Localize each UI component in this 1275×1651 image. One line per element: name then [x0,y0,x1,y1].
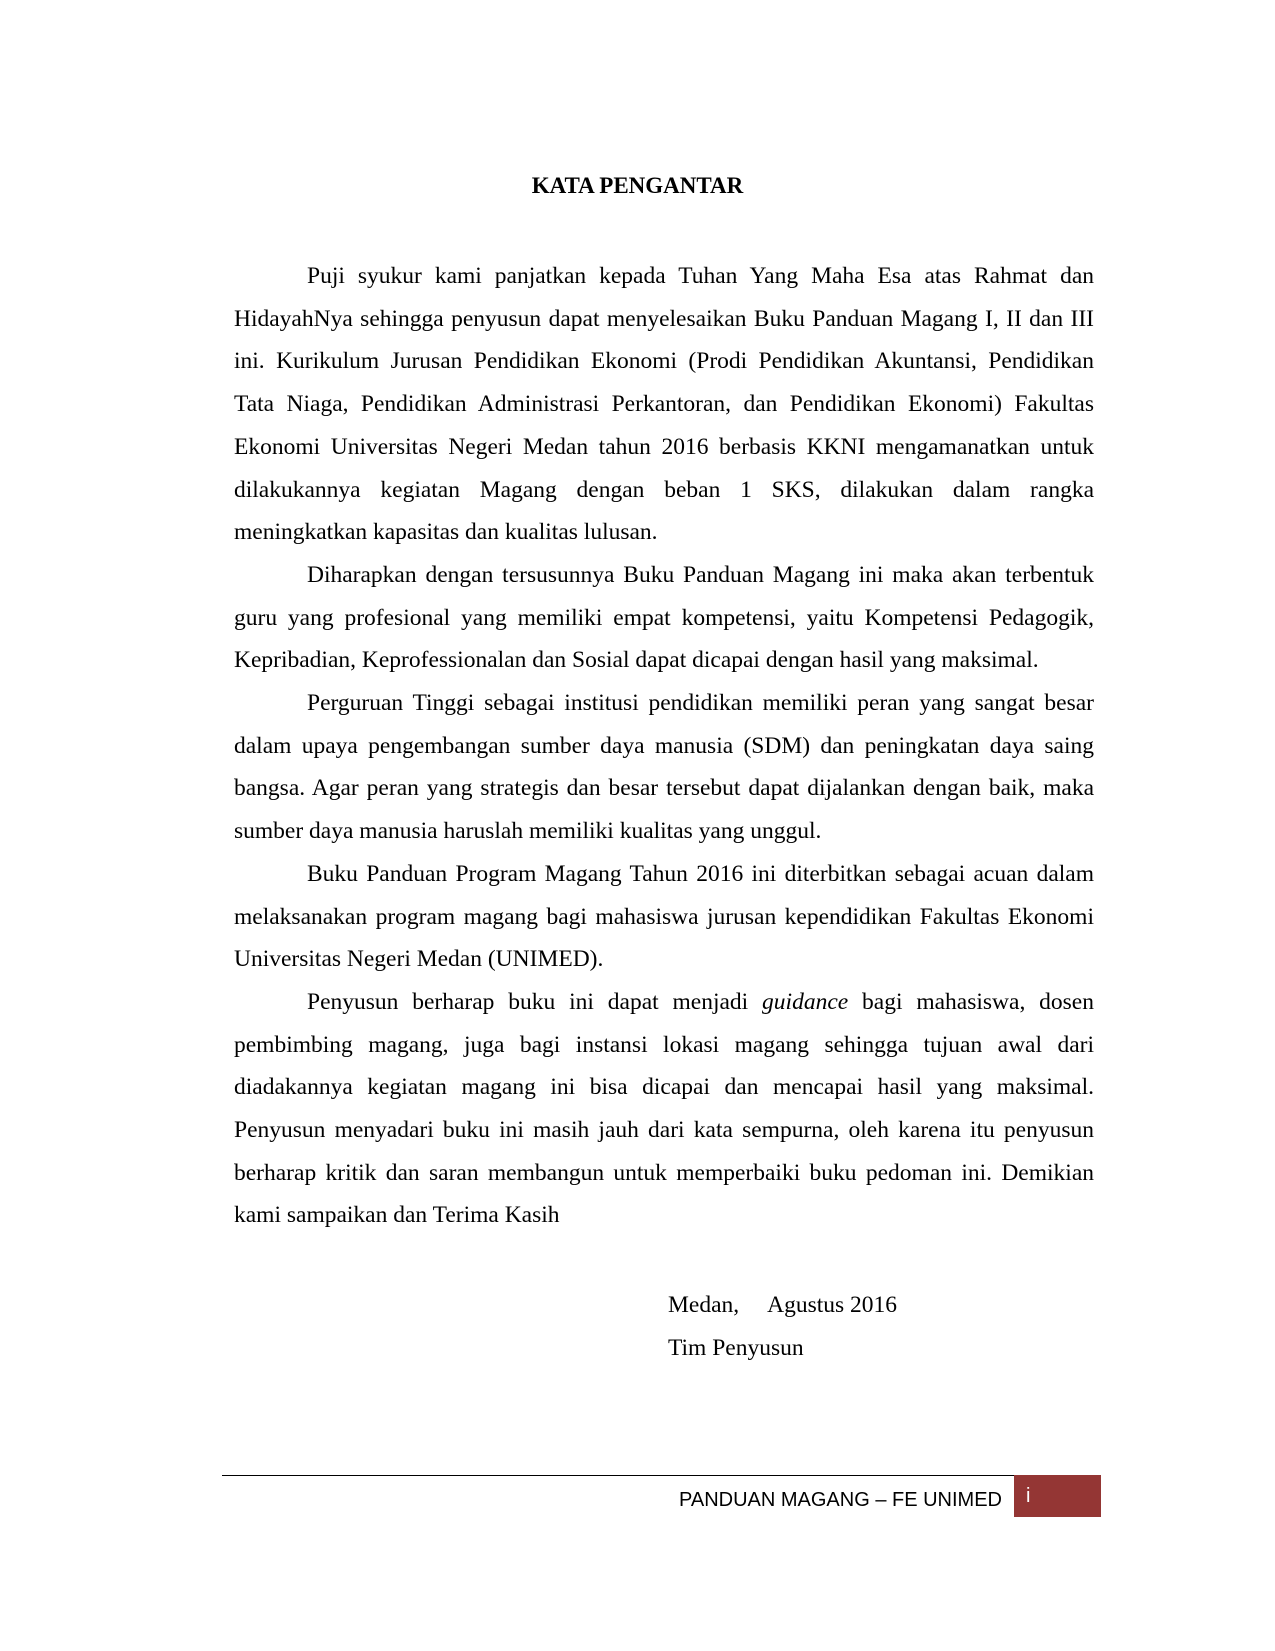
guidance-emphasis: guidance [762,988,849,1015]
signature-city: Medan, [668,1292,740,1318]
footer-rule [222,1475,1014,1476]
closing-text-before: Penyusun berharap buku ini dapat menjadi [307,988,763,1015]
footer-label: PANDUAN MAGANG – FE UNIMED [679,1489,1002,1511]
page-number-badge [1014,1475,1101,1517]
signature-signer: Tim Penyusun [668,1334,804,1361]
signature-date: Agustus 2016 [767,1292,898,1318]
closing-text-after: bagi mahasiswa, dosen pembimbing magang, juga bagi instansi lokasi magang sehingga tujuan awal dari diadakannya kegiatan magang ini bisa dicapai dan mencapai hasil yang maksimal. Penyusun menyadari buku ini masih jauh dari kata sempurna, oleh karena itu penyusun berharap kritik dan saran membangun untuk memperbaiki buku pedoman ini. Demikian kami sampaikan dan Terima Kasih [234,988,1094,1229]
paragraph-competencies: Diharapkan dengan tersusunnya Buku Panduan Magang ini maka akan terbentuk guru yang profesional yang memiliki empat kompetensi, yaitu Kompetensi Pedagogik, Kepribadian, Keprofessionalan dan Sosial dapat dicapai dengan hasil yang maksimal. [234,561,1094,674]
page-number: i [1026,1485,1031,1507]
paragraph-purpose: Buku Panduan Program Magang Tahun 2016 ini diterbitkan sebagai acuan dalam melaksanakan program magang bagi mahasiswa jurusan kependidikan Fakultas Ekonomi Universitas Negeri Medan (UNIMED). [234,860,1094,973]
paragraph-closing [234,981,1094,1237]
foreword-body [234,255,1094,1237]
signature-block [668,1284,897,1369]
paragraph-intro: Puji syukur kami panjatkan kepada Tuhan Yang Maha Esa atas Rahmat dan HidayahNya sehingga penyusun dapat menyelesaikan Buku Panduan Magang I, II dan III ini. Kurikulum Jurusan Pendidikan Ekonomi (Prodi Pendidikan Akuntansi, Pendidikan Tata Niaga, Pendidikan Administrasi Perkantoran, dan Pendidikan Ekonomi) Fakultas Ekonomi Universitas Negeri Medan tahun 2016 berbasis KKNI mengamanatkan untuk dilakukannya kegiatan Magang dengan beban 1 SKS, dilakukan dalam rangka meningkatkan kapasitas dan kualitas lulusan. [234,263,1094,546]
paragraph-higher-education: Perguruan Tinggi sebagai institusi pendidikan memiliki peran yang sangat besar dalam upaya pengembangan sumber daya manusia (SDM) dan peningkatan daya saing bangsa. Agar peran yang strategis dan besar tersebut dapat dijalankan dengan baik, maka sumber daya manusia haruslah memiliki kualitas yang unggul. [234,690,1094,845]
signature-place-date [668,1284,897,1327]
page-title: KATA PENGANTAR [531,173,744,198]
